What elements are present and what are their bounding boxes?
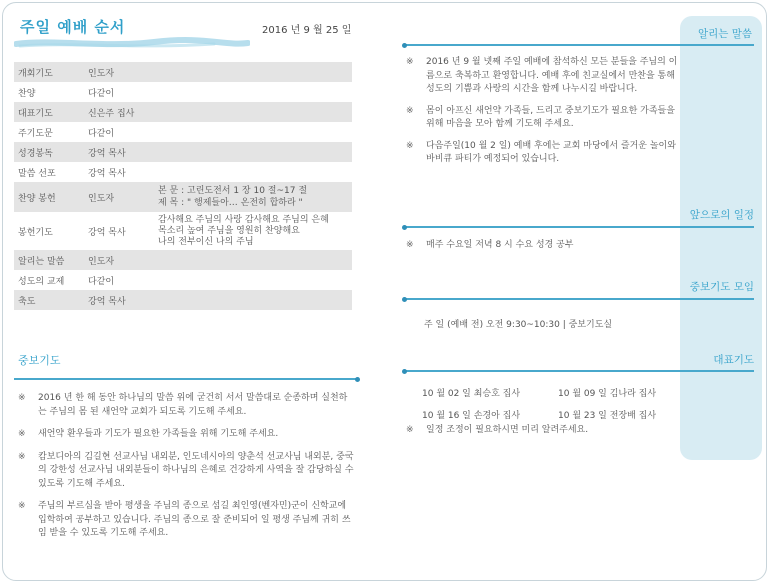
order-leader: 다같이 [88,276,115,287]
prayer-meeting-title: 중보기도 모임 [689,281,754,293]
order-leader: 강억 목사 [84,290,154,310]
lyric-line: 감사해요 주님의 사랑 감사해요 주님의 은혜 [158,214,329,225]
order-item: 찬양 [18,88,36,99]
order-leader: 강억 목사 [88,227,126,238]
schedule-entry: 10 월 02 일 최승호 집사 [422,389,521,399]
order-leader: 인도자 [84,182,154,212]
list-item-text: 몸이 아프신 새언약 가족들, 드리고 중보기도가 필요한 가족들을 위해 마음을 모아 함께 기도해 주세요. [426,105,675,129]
order-item: 축도 [14,290,84,310]
intercession-title: 중보기도 [18,354,61,367]
schedule-entry: 10 월 23 일 전장배 집사 [558,411,657,421]
bullet-icon: ※ [406,105,414,116]
announcements-list [406,56,678,176]
order-item: 찬양 봉헌 [14,182,84,212]
list-item-text: 일정 조정이 필요하시면 미리 알려주세요. [426,425,589,435]
schedule-row [422,408,656,421]
list-item [18,500,354,541]
section-divider [404,298,754,300]
order-item: 알리는 말씀 [14,250,84,270]
list-item [406,239,678,253]
order-leader: 다같이 [88,88,115,99]
section-divider [404,226,754,228]
list-item-text: 새언약 환우들과 기도가 필요한 가족들을 위해 기도해 주세요. [38,429,279,439]
bullet-icon: ※ [18,393,26,403]
list-item [18,428,354,442]
service-date: 2016 년 9 월 25 일 [262,25,352,36]
order-leader: 다같이 [88,128,115,139]
page-title: 주일 예배 순서 [20,18,126,36]
schedule-row [422,386,656,399]
order-item: 개회기도 [14,62,84,82]
list-item [18,451,354,492]
worship-order-table [14,62,352,310]
order-item: 성경봉독 [14,142,84,162]
list-item-text: 2016 년 한 해 동안 하나님의 말씀 위에 굳건히 서서 말씀대로 순종하며 실천하는 주님의 몸 된 새언약 교회가 되도록 기도해 주세요. [38,393,348,417]
section-divider [404,44,754,46]
rep-prayer-title: 대표기도 [713,354,754,366]
order-leader: 인도자 [84,62,154,82]
order-leader: 강억 목사 [84,142,154,162]
order-row [14,102,352,122]
announcements-title: 알리는 말씀 [697,28,752,40]
intercession-list [18,392,354,550]
upcoming-title: 앞으로의 일정 [689,209,754,221]
order-item: 대표기도 [14,102,84,122]
list-item [406,424,678,438]
schedule-entry: 10 월 16 일 손경아 집사 [422,411,521,421]
lyric-line: 목소리 높여 주님을 영원히 찬양해요 [158,225,300,236]
bullet-icon: ※ [18,451,26,462]
order-row [14,250,352,270]
list-item-text: 캄보디아의 김길현 선교사님 내외분, 인도네시아의 양춘석 선교사님 내외분, 중국의 강한성 선교사님 내외분들이 하나님의 은혜로 건강하게 사역을 잘 감당하실 수 있도록 기도해 주세요. [38,451,354,489]
list-item [406,56,678,97]
order-item: 성도의 교제 [18,276,65,287]
order-row [14,82,352,102]
sidebar-panel [680,16,762,460]
order-item: 말씀 선포 [18,168,56,179]
order-row [14,162,352,182]
order-leader: 강억 목사 [88,168,126,179]
list-item-text: 주님의 부르심을 받아 평생을 주님의 종으로 섬길 최인영(벤자민)군이 신학교에 입학하여 공부하고 있습니다. 주님의 종으로 잘 준비되어 일 평생 주님께 귀히 쓰임 받을 수 있도록 기도해 주세요. [38,501,351,538]
order-row [14,122,352,142]
list-item-text: 다음주일(10 월 2 일) 예배 후에는 교회 마당에서 즐거운 놀이와 바비큐 파티가 예정되어 있습니다. [426,140,676,164]
order-leader: 신은주 집사 [84,102,154,122]
prayer-meeting-schedule: 주 일 (예배 전) 오전 9:30~10:30 | 중보기도실 [424,320,613,330]
scripture-reference: 본 문 : 고린도전서 1 장 10 절~17 절 [158,186,308,196]
schedule-entry: 10 월 09 일 김나라 집사 [558,389,657,399]
order-row [14,62,352,82]
section-divider [404,370,754,372]
bullet-icon: ※ [406,57,414,67]
order-row [14,290,352,310]
order-item: 봉헌기도 [18,227,53,238]
order-item: 주기도문 [18,128,53,139]
list-item [406,105,678,132]
brush-stroke-decoration [14,36,250,52]
hymn-lyrics [154,212,352,250]
sermon-info [154,182,352,212]
list-item-text: 매주 수요일 저녁 8 시 수요 성경 공부 [426,240,574,250]
list-item-text: 2016 년 9 월 넷째 주일 예배에 참석하신 모든 분들을 주님의 이름으로 축복하고 환영합니다. 예배 후에 친교실에서 만찬을 통해 성도의 기쁨과 사랑의 시간을 함께 나누시길 바랍니다. [426,57,678,94]
sermon-title: 제 목 : " 행제들아… 온전히 합하라 " [158,198,303,208]
order-row [14,142,352,162]
section-divider [14,378,358,380]
order-row [14,182,352,212]
order-row [14,212,352,250]
list-item [406,140,678,167]
order-row [14,270,352,290]
order-leader: 인도자 [84,250,154,270]
bullet-icon: ※ [406,425,414,435]
bullet-icon: ※ [406,240,414,250]
bullet-icon: ※ [18,429,26,439]
rep-prayer-note [406,424,678,447]
lyric-line: 나의 전부이신 나의 주님 [158,236,254,247]
list-item [18,392,354,419]
bullet-icon: ※ [18,501,26,511]
upcoming-list [406,239,678,262]
bullet-icon: ※ [406,140,414,151]
